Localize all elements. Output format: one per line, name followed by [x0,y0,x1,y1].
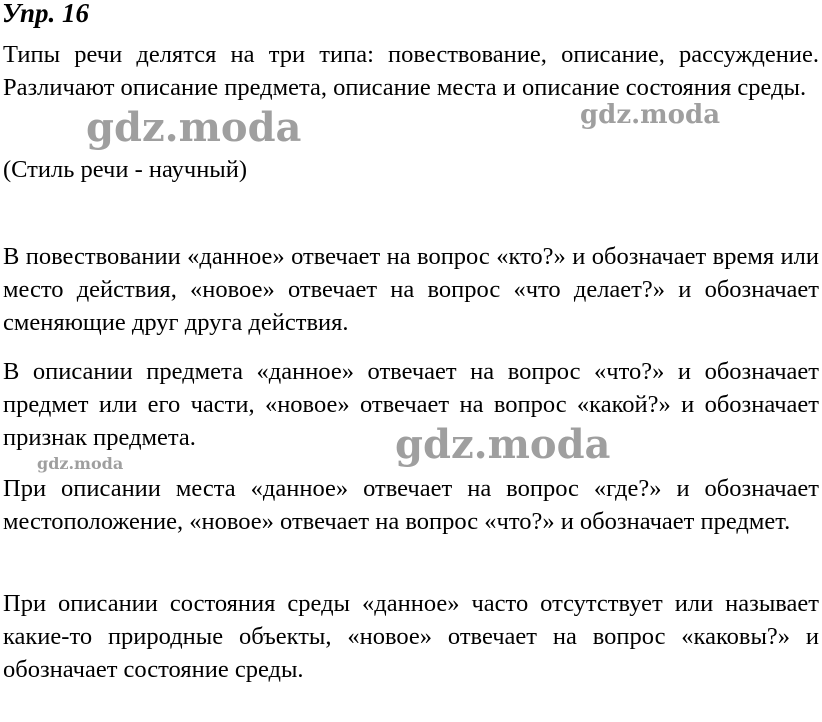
watermark-logo: gdz.moda [86,104,302,151]
paragraph-place-description: При описании места «данное» отвечает на вопрос «где?» и обозначает местоположение, «новое» отвечает на вопрос «что?» и обозначает предмет. [3,475,819,535]
watermark-logo: gdz.moda [580,100,721,130]
paragraph-object-description: В описании предмета «данное» отвечает на вопрос «что?» и обозначает предмет или его части, «новое» отвечает на вопрос «какой?» и обозначает признак предмета. [3,358,819,451]
exercise-title: Упр. 16 [2,0,90,28]
watermark-logo: gdz.moda [395,421,611,468]
paragraph-speech-types: Типы речи делятся на три типа: повествование, описание, рассуждение. Различают описание предмета, описание места и описание состояния среды. [3,41,819,101]
watermark-logo: gdz.moda [37,454,124,473]
paragraph-environment-description: При описании состояния среды «данное» часто отсутствует или называет какие-то природные объекты, «новое» отвечает на вопрос «каковы?» и обозначает состояние среды. [3,590,819,683]
paragraph-speech-style: (Стиль речи - научный) [3,156,248,183]
paragraph-narration: В повествовании «данное» отвечает на вопрос «кто?» и обозначает время или место действия, «новое» отвечает на вопрос «что делает?» и обозначает сменяющие друг друга действия. [3,243,819,336]
